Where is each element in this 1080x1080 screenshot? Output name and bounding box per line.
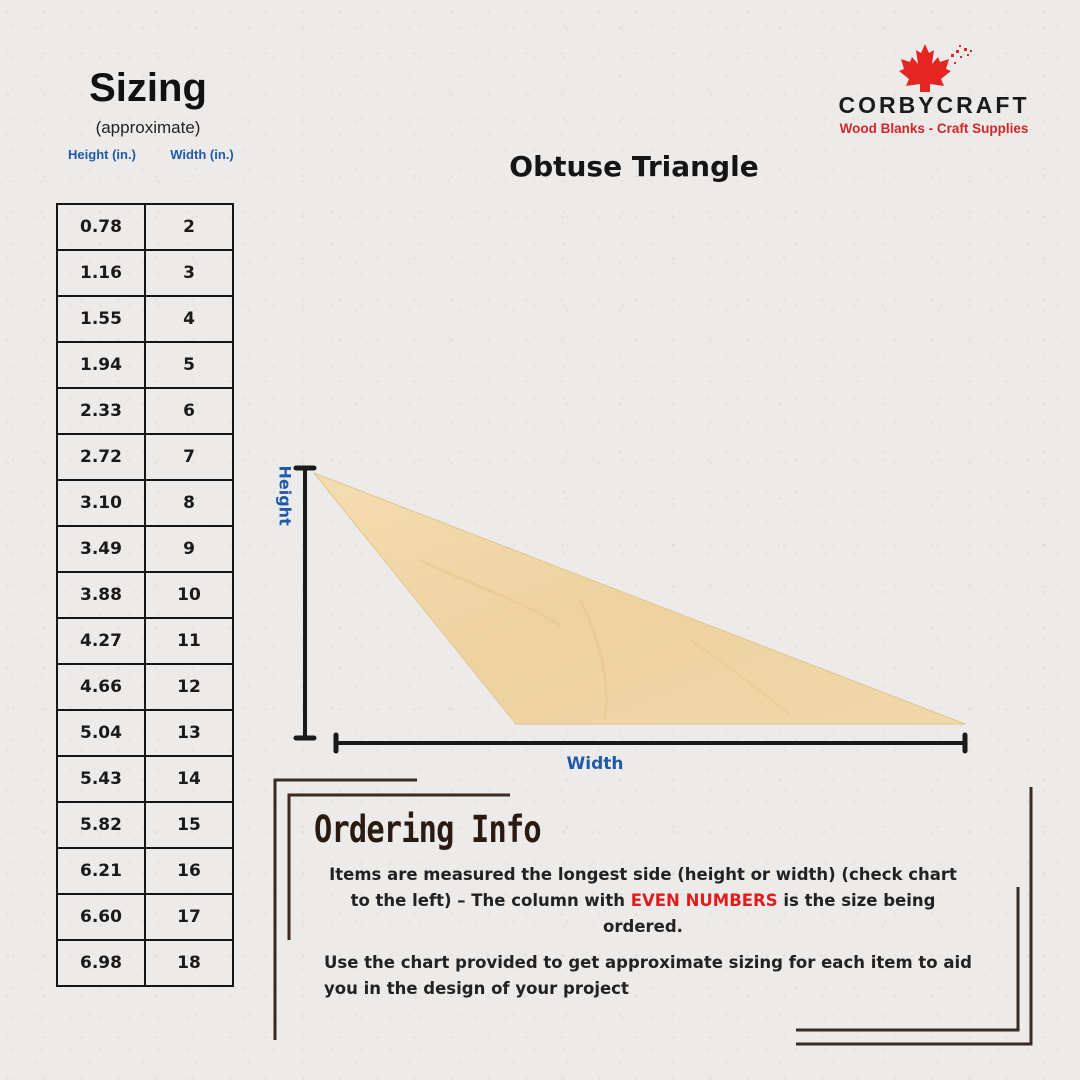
brand-name: CORBYCRAFT (838, 92, 1030, 118)
width-cell: 8 (145, 480, 233, 526)
ordering-info-title: Ordering Info (314, 808, 541, 851)
width-cell: 14 (145, 756, 233, 802)
height-cell: 5.43 (57, 756, 145, 802)
sizing-subtitle: (approximate) (95, 118, 201, 137)
width-cell: 11 (145, 618, 233, 664)
height-column-header: Height (in.) (68, 147, 136, 162)
width-cell: 9 (145, 526, 233, 572)
height-cell: 6.98 (57, 940, 145, 986)
width-column-header: Width (in.) (170, 147, 234, 162)
height-cell: 0.78 (57, 204, 145, 250)
ordering-info-paragraph-1 (318, 862, 968, 940)
height-cell: 3.10 (57, 480, 145, 526)
product-title: Obtuse Triangle (509, 150, 759, 183)
width-cell: 4 (145, 296, 233, 342)
width-cell: 10 (145, 572, 233, 618)
width-cell: 2 (145, 204, 233, 250)
height-cell: 1.16 (57, 250, 145, 296)
height-cell: 2.33 (57, 388, 145, 434)
ordering-text-start: Items are measured the longest side (height or width) (check chart to the left) – The column with (329, 865, 957, 910)
width-cell: 17 (145, 894, 233, 940)
height-cell: 1.55 (57, 296, 145, 342)
brand-tagline: Wood Blanks - Craft Supplies (839, 121, 1029, 136)
width-cell: 6 (145, 388, 233, 434)
height-cell: 6.21 (57, 848, 145, 894)
width-cell: 16 (145, 848, 233, 894)
even-numbers-highlight: EVEN NUMBERS (630, 891, 778, 910)
width-cell: 13 (145, 710, 233, 756)
height-label: Height (275, 465, 295, 526)
height-cell: 3.49 (57, 526, 145, 572)
ordering-text-end: is the size being ordered. (603, 891, 936, 936)
height-cell: 5.04 (57, 710, 145, 756)
height-cell: 3.88 (57, 572, 145, 618)
height-cell: 4.27 (57, 618, 145, 664)
height-cell: 2.72 (57, 434, 145, 480)
width-cell: 15 (145, 802, 233, 848)
width-cell: 12 (145, 664, 233, 710)
height-cell: 4.66 (57, 664, 145, 710)
width-cell: 7 (145, 434, 233, 480)
height-dimension-line (296, 468, 314, 738)
sizing-title: Sizing (89, 66, 207, 110)
width-cell: 3 (145, 250, 233, 296)
width-cell: 18 (145, 940, 233, 986)
width-dimension-line (336, 735, 965, 751)
ordering-info-paragraph-2: Use the chart provided to get approximate sizing for each item to aid you in the design of your project (324, 953, 972, 998)
height-cell: 1.94 (57, 342, 145, 388)
height-cell: 6.60 (57, 894, 145, 940)
triangle-shape (314, 473, 965, 724)
width-label: Width (566, 754, 624, 774)
width-cell: 5 (145, 342, 233, 388)
height-cell: 5.82 (57, 802, 145, 848)
